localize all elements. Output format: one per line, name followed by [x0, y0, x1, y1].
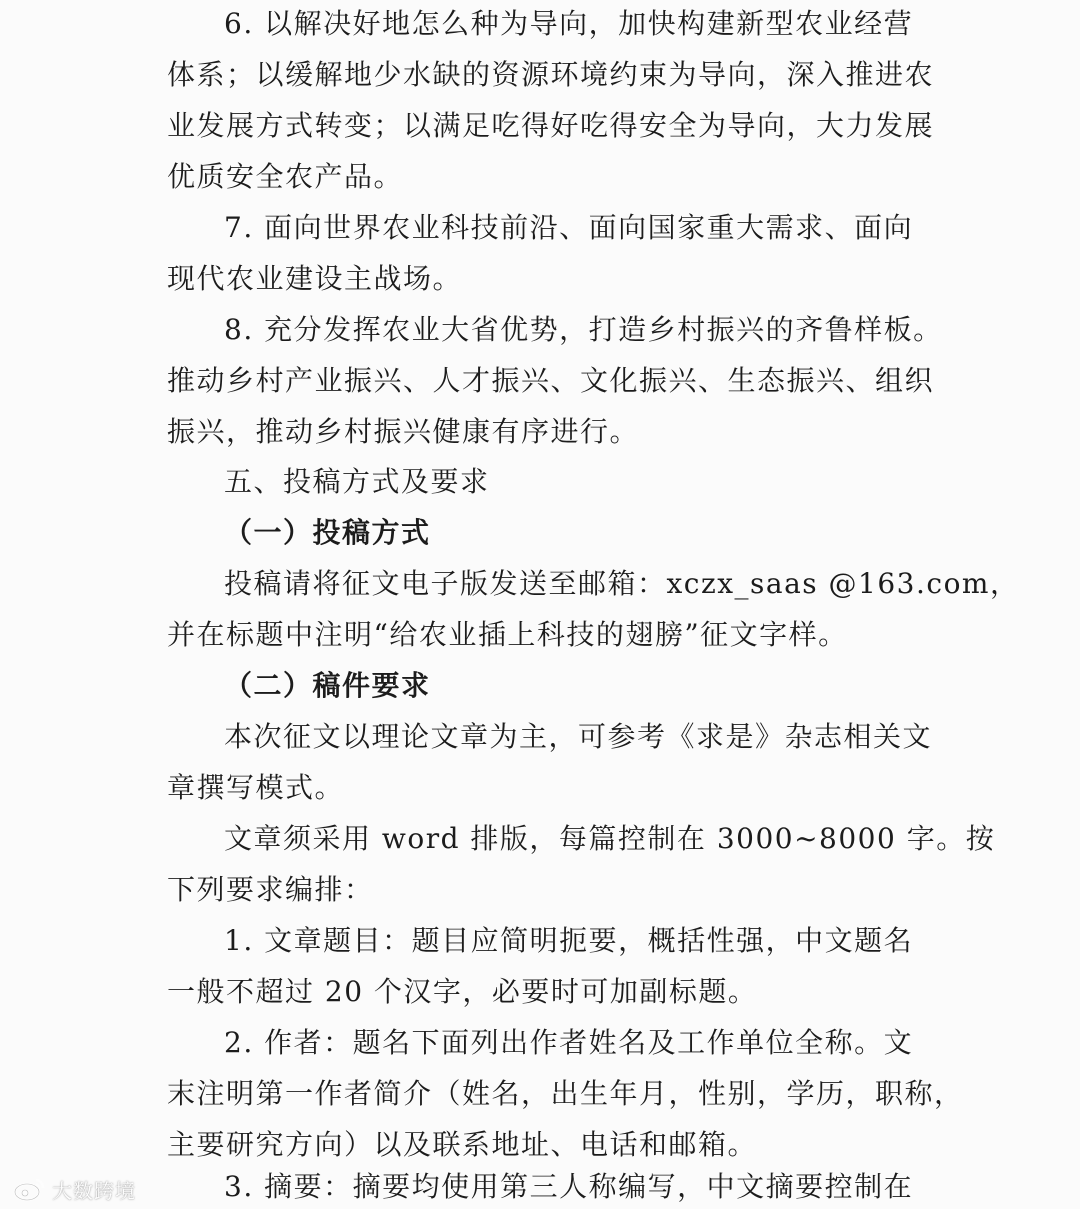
text-line: 投稿请将征文电子版发送至邮箱：xczx_saas @163.com，	[224, 567, 1020, 600]
watermark-text: 大数跨境	[52, 1178, 136, 1203]
text-line: 业发展方式转变；以满足吃得好吃得安全为导向，大力发展	[167, 109, 935, 142]
text-line: 8. 充分发挥农业大省优势，打造乡村振兴的齐鲁样板。	[224, 313, 943, 346]
text-line: 主要研究方向）以及联系地址、电话和邮箱。	[167, 1128, 758, 1161]
text-line: 6. 以解决好地怎么种为导向，加快构建新型农业经营	[224, 7, 914, 40]
text-line: 现代农业建设主战场。	[167, 262, 463, 295]
text-line: 优质安全农产品。	[167, 160, 404, 193]
subsection-heading: （二）稿件要求	[224, 669, 431, 702]
text-line: 本次征文以理论文章为主，可参考《求是》杂志相关文	[224, 720, 933, 753]
text-line: 章撰写模式。	[167, 771, 345, 804]
weibo-like-logo-icon	[12, 1176, 46, 1202]
text-line: 振兴，推动乡村振兴健康有序进行。	[167, 415, 640, 448]
watermark	[12, 1174, 136, 1204]
text-line: 一般不超过 20 个汉字，必要时可加副标题。	[167, 975, 758, 1008]
text-line: 下列要求编排：	[167, 873, 374, 906]
subsection-heading: （一）投稿方式	[224, 516, 431, 549]
text-line: 并在标题中注明“给农业插上科技的翅膀”征文字样。	[167, 618, 848, 651]
text-line: 末注明第一作者简介（姓名，出生年月，性别，学历，职称，	[167, 1077, 964, 1110]
section-heading: 五、投稿方式及要求	[224, 465, 490, 498]
text-line: 1. 文章题目：题目应简明扼要，概括性强，中文题名	[224, 924, 914, 957]
text-line: 体系；以缓解地少水缺的资源环境约束为导向，深入推进农	[167, 58, 935, 91]
text-line: 7. 面向世界农业科技前沿、面向国家重大需求、面向	[224, 211, 914, 244]
text-line: 2. 作者：题名下面列出作者姓名及工作单位全称。文	[224, 1026, 914, 1059]
text-line: 3. 摘要：摘要均使用第三人称编写，中文摘要控制在	[224, 1170, 914, 1203]
text-line: 文章须采用 word 排版，每篇控制在 3000~8000 字。按	[224, 822, 996, 855]
text-line: 推动乡村产业振兴、人才振兴、文化振兴、生态振兴、组织	[167, 364, 935, 397]
